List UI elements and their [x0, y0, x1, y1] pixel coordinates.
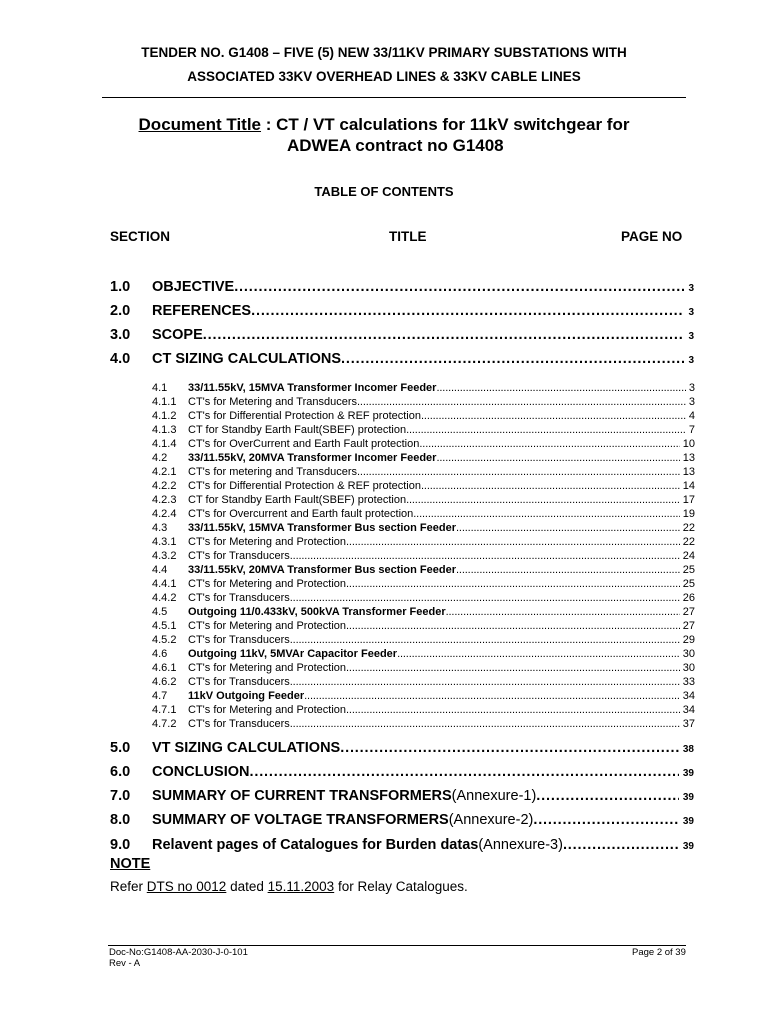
- toc-entry-1-0[interactable]: [110, 279, 694, 295]
- dot-leader: [290, 592, 680, 604]
- tender-line-1: TENDER NO. G1408 – FIVE (5) NEW 33/11KV PRIMARY SUBSTATIONS WITH: [141, 45, 627, 60]
- document-title-separator: :: [261, 115, 277, 134]
- toc-sub-page: 13: [682, 466, 695, 478]
- dot-leader: [533, 812, 679, 828]
- toc-sub-number: 4.2: [152, 452, 168, 464]
- toc-entry-page: 38: [682, 744, 694, 755]
- toc-sub-page: 4: [688, 410, 695, 422]
- document-title-line-1: [0, 115, 768, 135]
- toc-sub-title: CT's for Metering and Protection: [188, 662, 347, 674]
- toc-entry-page: 39: [682, 816, 694, 827]
- toc-sub-number: 4.6.2: [152, 676, 177, 688]
- toc-sub-page: 27: [682, 606, 695, 618]
- toc-entry-2-0[interactable]: [110, 303, 694, 319]
- toc-sub-entry[interactable]: [152, 508, 695, 520]
- toc-sub-title: CT's for Transducers: [188, 634, 290, 646]
- dot-leader: [406, 424, 686, 436]
- footer-doc-number: Doc-No:G1408-AA-2030-J-0-101: [109, 947, 248, 958]
- toc-sub-number: 4.1.2: [152, 410, 177, 422]
- toc-sub-number: 4.7.2: [152, 718, 177, 730]
- toc-sub-page: 26: [682, 592, 695, 604]
- dot-leader: [436, 452, 679, 464]
- dot-leader: [436, 382, 685, 394]
- toc-sub-entry[interactable]: [152, 620, 695, 632]
- dot-leader: [346, 578, 680, 590]
- toc-sub-entry[interactable]: [152, 578, 695, 590]
- toc-sub-entry[interactable]: [152, 466, 695, 478]
- toc-sub-entry[interactable]: [152, 634, 695, 646]
- toc-sub-entry[interactable]: [152, 396, 695, 408]
- dot-leader: [346, 704, 680, 716]
- dot-leader: [203, 327, 685, 343]
- toc-entry-page: 3: [688, 355, 694, 366]
- toc-sub-page: 3: [688, 382, 695, 394]
- dot-leader: [346, 662, 680, 674]
- dot-leader: [413, 508, 679, 520]
- dot-leader: [290, 550, 680, 562]
- toc-entry-page: 3: [688, 283, 694, 294]
- toc-entry-8-0[interactable]: [110, 812, 694, 828]
- toc-sub-entry[interactable]: [152, 662, 695, 674]
- toc-sub-page: 30: [682, 662, 695, 674]
- toc-sub-page: 22: [682, 536, 695, 548]
- dot-leader: [357, 396, 686, 408]
- dot-leader: [340, 740, 679, 756]
- document-title-label: Document Title: [138, 115, 262, 134]
- toc-sub-page: 27: [682, 620, 695, 632]
- dot-leader: [251, 303, 684, 319]
- toc-sub-number: 4.1: [152, 382, 168, 394]
- toc-entry-number: 2.0: [110, 303, 131, 319]
- toc-sub-title: CT's for Metering and Protection: [188, 704, 347, 716]
- toc-sub-number: 4.2.2: [152, 480, 177, 492]
- toc-sub-entry[interactable]: [152, 410, 695, 422]
- toc-sub-entry[interactable]: [152, 480, 695, 492]
- toc-sub-title: 11kV Outgoing Feeder: [188, 690, 305, 702]
- document-title-line-2: ADWEA contract no G1408: [287, 136, 504, 155]
- toc-entry-title: Relavent pages of Catalogues for Burden datas(Annexure-3): [152, 837, 563, 853]
- toc-entry-title: VT SIZING CALCULATIONS: [152, 740, 341, 756]
- toc-sub-title: CT's for Metering and Protection: [188, 620, 347, 632]
- toc-sub-number: 4.6.1: [152, 662, 177, 674]
- toc-sub-title: CT's for Differential Protection & REF protection: [188, 410, 421, 422]
- toc-sub-page: 17: [682, 494, 695, 506]
- toc-sub-number: 4.2.1: [152, 466, 177, 478]
- column-header-title: TITLE: [389, 229, 427, 244]
- toc-sub-title: CT's for Overcurrent and Earth fault protection: [188, 508, 414, 520]
- toc-sub-number: 4.2.4: [152, 508, 177, 520]
- toc-sub-title: 33/11.55kV, 15MVA Transformer Bus section Feeder: [188, 522, 457, 534]
- toc-entry-number: 9.0: [110, 837, 131, 853]
- toc-sub-title: CT's for Transducers: [188, 550, 290, 562]
- toc-sub-page: 14: [682, 480, 695, 492]
- toc-sub-page: 3: [688, 396, 695, 408]
- toc-entry-title: SCOPE: [152, 327, 203, 343]
- toc-sub-page: 13: [682, 452, 695, 464]
- toc-entry-5-0[interactable]: [110, 740, 694, 756]
- toc-entry-page: 3: [688, 307, 694, 318]
- toc-sub-entry[interactable]: [152, 690, 695, 702]
- toc-entry-page: 39: [682, 841, 694, 852]
- note-heading: NOTE: [110, 856, 151, 872]
- toc-entry-number: 4.0: [110, 351, 131, 367]
- toc-entry-4-0[interactable]: [110, 351, 694, 367]
- note-text: Refer DTS no 0012 dated 15.11.2003 for Relay Catalogues.: [110, 879, 468, 894]
- toc-sub-number: 4.4.1: [152, 578, 177, 590]
- toc-sub-page: 33: [682, 676, 695, 688]
- toc-sub-number: 4.6: [152, 648, 168, 660]
- toc-sub-number: 4.2.3: [152, 494, 177, 506]
- dot-leader: [536, 788, 679, 804]
- dot-leader: [456, 564, 680, 576]
- toc-sub-number: 4.4: [152, 564, 168, 576]
- dot-leader: [290, 676, 680, 688]
- toc-sub-page: 10: [682, 438, 695, 450]
- footer-page-number: Page 2 of 39: [632, 947, 686, 958]
- toc-entry-9-0[interactable]: [110, 837, 694, 853]
- dot-leader: [406, 494, 680, 506]
- dot-leader: [346, 620, 680, 632]
- toc-sub-number: 4.5: [152, 606, 168, 618]
- toc-entry-number: 1.0: [110, 279, 131, 295]
- dot-leader: [304, 690, 680, 702]
- dot-leader: [421, 410, 686, 422]
- toc-sub-number: 4.7.1: [152, 704, 177, 716]
- toc-entry-number: 7.0: [110, 788, 131, 804]
- date-reference-link[interactable]: 15.11.2003: [267, 879, 335, 894]
- toc-sub-page: 29: [682, 634, 695, 646]
- toc-sub-title: 33/11.55kV, 15MVA Transformer Incomer Feeder: [188, 382, 437, 394]
- toc-sub-entry[interactable]: [152, 592, 695, 604]
- toc-sub-number: 4.7: [152, 690, 168, 702]
- toc-sub-title: CT's for Transducers: [188, 676, 290, 688]
- toc-entry-page: 3: [688, 331, 694, 342]
- toc-sub-page: 34: [682, 690, 695, 702]
- toc-sub-number: 4.3: [152, 522, 168, 534]
- toc-entry-page: 39: [682, 768, 694, 779]
- toc-sub-title: Outgoing 11kV, 5MVAr Capacitor Feeder: [188, 648, 398, 660]
- toc-sub-entry[interactable]: [152, 564, 695, 576]
- toc-sub-number: 4.5.2: [152, 634, 177, 646]
- toc-sub-page: 34: [682, 704, 695, 716]
- dot-leader: [456, 522, 680, 534]
- toc-entry-title: SUMMARY OF CURRENT TRANSFORMERS(Annexure-1): [152, 788, 537, 804]
- toc-sub-page: 24: [682, 550, 695, 562]
- toc-heading: TABLE OF CONTENTS: [314, 184, 454, 199]
- toc-sub-page: 25: [682, 564, 695, 576]
- dot-leader: [249, 764, 678, 780]
- toc-entry-number: 6.0: [110, 764, 131, 780]
- toc-sub-number: 4.3.1: [152, 536, 177, 548]
- toc-sub-page: 25: [682, 578, 695, 590]
- footer-revision: Rev - A: [109, 958, 141, 969]
- dts-reference-link[interactable]: DTS no 0012: [146, 879, 227, 894]
- toc-entry-title: REFERENCES: [152, 303, 252, 319]
- toc-sub-number: 4.3.2: [152, 550, 177, 562]
- tender-line-2: ASSOCIATED 33KV OVERHEAD LINES & 33KV CABLE LINES: [187, 69, 581, 84]
- toc-entry-title: OBJECTIVE: [152, 279, 235, 295]
- toc-sub-title: CT's for Differential Protection & REF protection: [188, 480, 421, 492]
- dot-leader: [397, 648, 680, 660]
- toc-entry-number: 5.0: [110, 740, 131, 756]
- dot-leader: [357, 466, 680, 478]
- toc-sub-entry[interactable]: [152, 438, 695, 450]
- toc-entry-page: 39: [682, 792, 694, 803]
- toc-sub-title: CT's for Transducers: [188, 592, 290, 604]
- toc-sub-page: 37: [682, 718, 695, 730]
- footer-rule: [108, 945, 686, 946]
- toc-sub-title: CT's for Transducers: [188, 718, 290, 730]
- toc-entry-title: CONCLUSION: [152, 764, 250, 780]
- toc-sub-number: 4.1.4: [152, 438, 177, 450]
- toc-sub-page: 22: [682, 522, 695, 534]
- toc-sub-title: CT's for Metering and Transducers: [188, 396, 358, 408]
- toc-sub-entry[interactable]: [152, 676, 695, 688]
- header-rule: [102, 97, 686, 98]
- toc-entry-number: 3.0: [110, 327, 131, 343]
- toc-sub-title: CT's for Metering and Protection: [188, 578, 347, 590]
- toc-sub-entry[interactable]: [152, 606, 695, 618]
- toc-sub-number: 4.5.1: [152, 620, 177, 632]
- toc-sub-page: 30: [682, 648, 695, 660]
- toc-sub-number: 4.1.3: [152, 424, 177, 436]
- toc-entry-title: SUMMARY OF VOLTAGE TRANSFORMERS(Annexure-2): [152, 812, 534, 828]
- toc-sub-entry[interactable]: [152, 648, 695, 660]
- toc-entry-7-0[interactable]: [110, 788, 694, 804]
- toc-sub-entry[interactable]: [152, 494, 695, 506]
- toc-sub-entry[interactable]: [152, 550, 695, 562]
- toc-sub-number: 4.4.2: [152, 592, 177, 604]
- toc-entry-3-0[interactable]: [110, 327, 694, 343]
- dot-leader: [290, 718, 680, 730]
- toc-entry-6-0[interactable]: [110, 764, 694, 780]
- toc-sub-entry[interactable]: [152, 718, 695, 730]
- toc-sub-entry[interactable]: [152, 424, 695, 436]
- document-title-text-1: CT / VT calculations for 11kV switchgear for: [276, 115, 630, 134]
- toc-sub-entry[interactable]: [152, 704, 695, 716]
- toc-sub-title: CT's for Metering and Protection: [188, 536, 347, 548]
- dot-leader: [341, 351, 684, 367]
- toc-sub-title: 33/11.55kV, 20MVA Transformer Bus section Feeder: [188, 564, 457, 576]
- dot-leader: [421, 480, 680, 492]
- dot-leader: [346, 536, 680, 548]
- toc-sub-title: CT's for OverCurrent and Earth Fault protection: [188, 438, 420, 450]
- column-header-page: PAGE NO: [621, 229, 683, 244]
- toc-sub-entry[interactable]: [152, 536, 695, 548]
- dot-leader: [446, 606, 680, 618]
- toc-sub-entry[interactable]: [152, 452, 695, 464]
- dot-leader: [563, 837, 679, 853]
- toc-sub-title: CT for Standby Earth Fault(SBEF) protection: [188, 494, 407, 506]
- column-header-section: SECTION: [110, 229, 171, 244]
- toc-sub-page: 7: [688, 424, 695, 436]
- toc-sub-title: CT's for metering and Transducers: [188, 466, 358, 478]
- dot-leader: [234, 279, 684, 295]
- toc-sub-page: 19: [682, 508, 695, 520]
- toc-sub-title: Outgoing 11/0.433kV, 500kVA Transformer Feeder: [188, 606, 446, 618]
- toc-entry-number: 8.0: [110, 812, 131, 828]
- toc-sub-entry[interactable]: [152, 522, 695, 534]
- toc-sub-title: CT for Standby Earth Fault(SBEF) protection: [188, 424, 407, 436]
- toc-sub-entry[interactable]: [152, 382, 695, 394]
- toc-sub-number: 4.1.1: [152, 396, 177, 408]
- toc-sub-title: 33/11.55kV, 20MVA Transformer Incomer Feeder: [188, 452, 437, 464]
- toc-entry-title: CT SIZING CALCULATIONS: [152, 351, 342, 367]
- dot-leader: [290, 634, 680, 646]
- dot-leader: [419, 438, 679, 450]
